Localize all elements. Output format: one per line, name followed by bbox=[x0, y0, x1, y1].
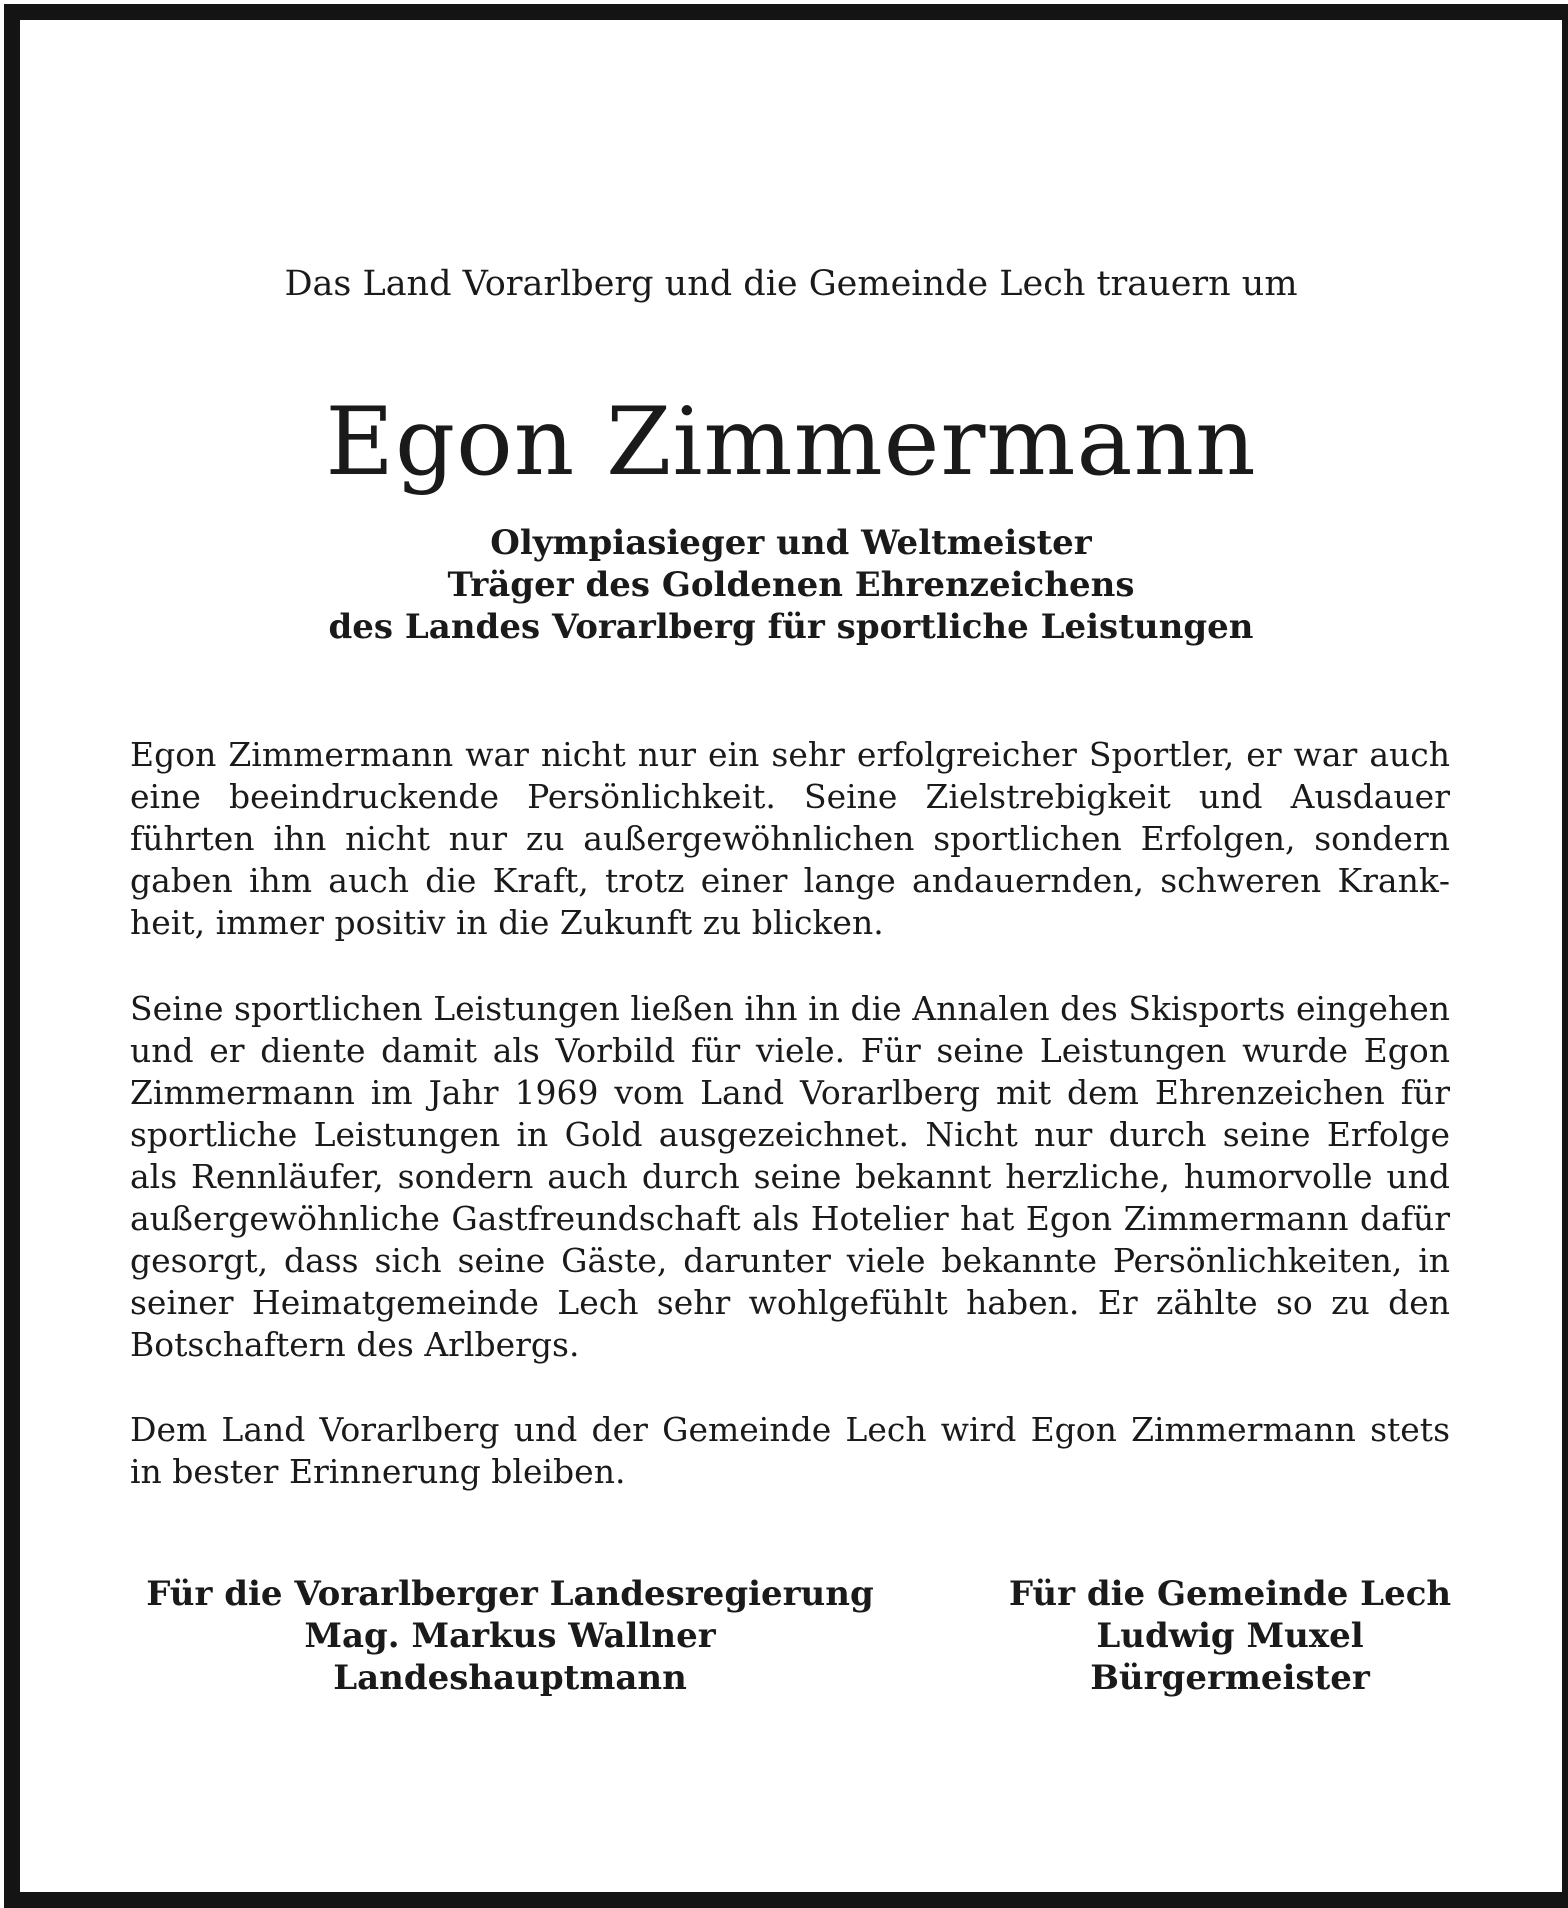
signature-right-organization: Für die Gemeinde Lech bbox=[1008, 1574, 1452, 1614]
notice-content bbox=[20, 20, 1562, 1892]
honors-block bbox=[20, 522, 1562, 648]
intro-line: Das Land Vorarlberg und die Gemeinde Lech trauern um bbox=[284, 264, 1298, 304]
honor-line-1: Olympiasieger und Weltmeister bbox=[490, 523, 1092, 563]
deceased-name: Egon Zimmermann bbox=[325, 388, 1257, 497]
honor-line-2: Träger des Goldenen Ehrenzeichens bbox=[447, 565, 1135, 605]
signature-left bbox=[130, 1573, 890, 1699]
honor-line-3: des Landes Vorarlberg für sportliche Leistungen bbox=[328, 607, 1254, 647]
paragraph-1: Egon Zimmermann war nicht nur ein sehr erfolgreicher Sportler, er war auch eine beeindruckende Persönlichkeit. Seine Zielstrebigkeit und Ausdauer führten ihn nicht nur zu außergewöhnlichen sportlichen Erfolgen, sondern gaben ihm auch die Kraft, trotz einer lange andauernden, schweren Krankheit, immer positiv in die Zukunft zu blicken. bbox=[130, 735, 1450, 942]
signature-left-organization: Für die Vorarlberger Landesregierung bbox=[146, 1574, 874, 1614]
signature-right-title: Bürgermeister bbox=[1090, 1658, 1370, 1698]
signature-right-person: Ludwig Muxel bbox=[1096, 1616, 1364, 1656]
paragraph-2: Seine sportlichen Leistungen ließen ihn in die Annalen des Skisports eingehen und er diente damit als Vorbild für viele. Für seine Leistungen wurde Egon Zimmermann im Jahr 1969 vom Land Vorarlberg mit dem Ehrenzeichen für sportliche Leistungen in Gold ausgezeichnet. Nicht nur durch seine Erfolge als Rennläufer, sondern auch durch seine bekannt herzliche, humorvolle und außergewöhnliche Gastfreundschaft als Hotelier hat Egon Zimmermann dafür gesorgt, dass sich seine Gäste, darunter viele bekannte Persönlichkeiten, in seiner Heimatgemeinde Lech sehr wohlgefühlt haben. Er zählte so zu den Botschaftern des Arlbergs. bbox=[130, 989, 1450, 1364]
paragraph-3: Dem Land Vorarlberg und der Gemeinde Lech wird Egon Zimmermann stets in bester Erinnerung bleiben. bbox=[130, 1410, 1450, 1491]
signature-left-person: Mag. Markus Wallner bbox=[304, 1616, 716, 1656]
signature-left-title: Landeshauptmann bbox=[333, 1658, 687, 1698]
notice-frame bbox=[4, 4, 1568, 1908]
signature-right bbox=[980, 1573, 1480, 1699]
